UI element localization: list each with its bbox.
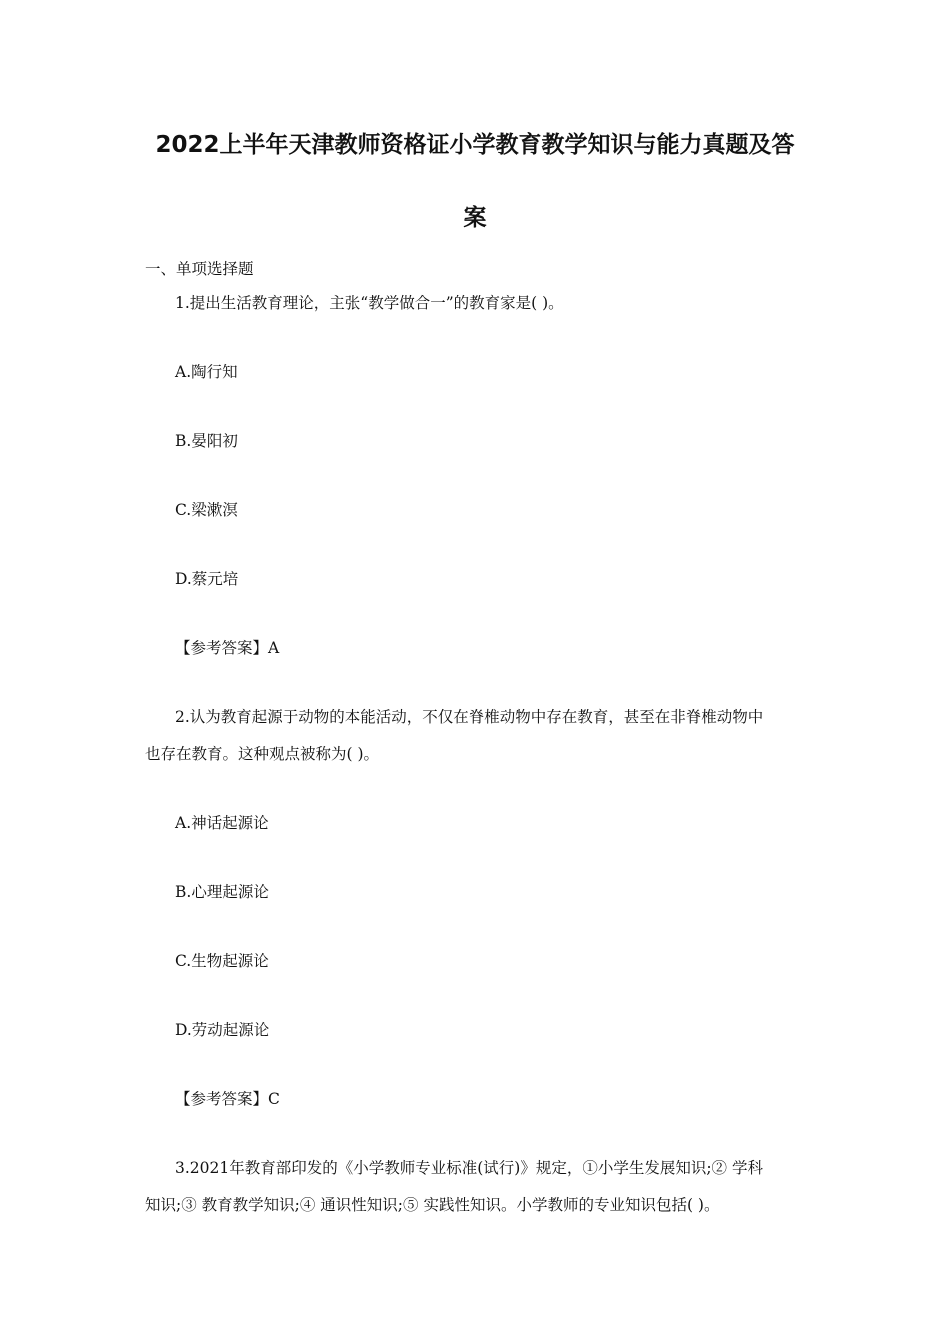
question-2-option-b: B.心理起源论 xyxy=(175,883,269,901)
question-1-answer: 【参考答案】A xyxy=(175,639,280,657)
question-2-stem-line-2: 也存在教育。这种观点被称为( )。 xyxy=(145,745,380,763)
section-heading: 一、单项选择题 xyxy=(145,260,254,278)
question-2-option-d: D.劳动起源论 xyxy=(175,1021,270,1039)
document-title-line-1: 2022上半年天津教师资格证小学教育教学知识与能力真题及答 xyxy=(155,132,795,158)
question-2-answer: 【参考答案】C xyxy=(175,1090,280,1108)
question-1-option-a: A.陶行知 xyxy=(175,363,238,381)
question-3-stem-line-2: 知识;③ 教育教学知识;④ 通识性知识;⑤ 实践性知识。小学教师的专业知识包括( )。 xyxy=(145,1196,720,1214)
question-2-option-a: A.神话起源论 xyxy=(175,814,269,832)
question-1-option-d: D.蔡元培 xyxy=(175,570,239,588)
question-2-option-c: C.生物起源论 xyxy=(175,952,269,970)
document-title-line-2: 案 xyxy=(463,205,487,231)
question-1-option-c: C.梁漱溟 xyxy=(175,501,238,519)
question-3-stem-line-1: 3.2021年教育部印发的《小学教师专业标准(试行)》规定，①小学生发展知识;② 学科 xyxy=(175,1159,763,1177)
question-1-option-b: B.晏阳初 xyxy=(175,432,238,450)
question-2-stem-line-1: 2.认为教育起源于动物的本能活动，不仅在脊椎动物中存在教育，甚至在非脊椎动物中 xyxy=(175,708,764,726)
question-1-stem: 1.提出生活教育理论，主张“教学做合一”的教育家是( )。 xyxy=(175,294,564,312)
